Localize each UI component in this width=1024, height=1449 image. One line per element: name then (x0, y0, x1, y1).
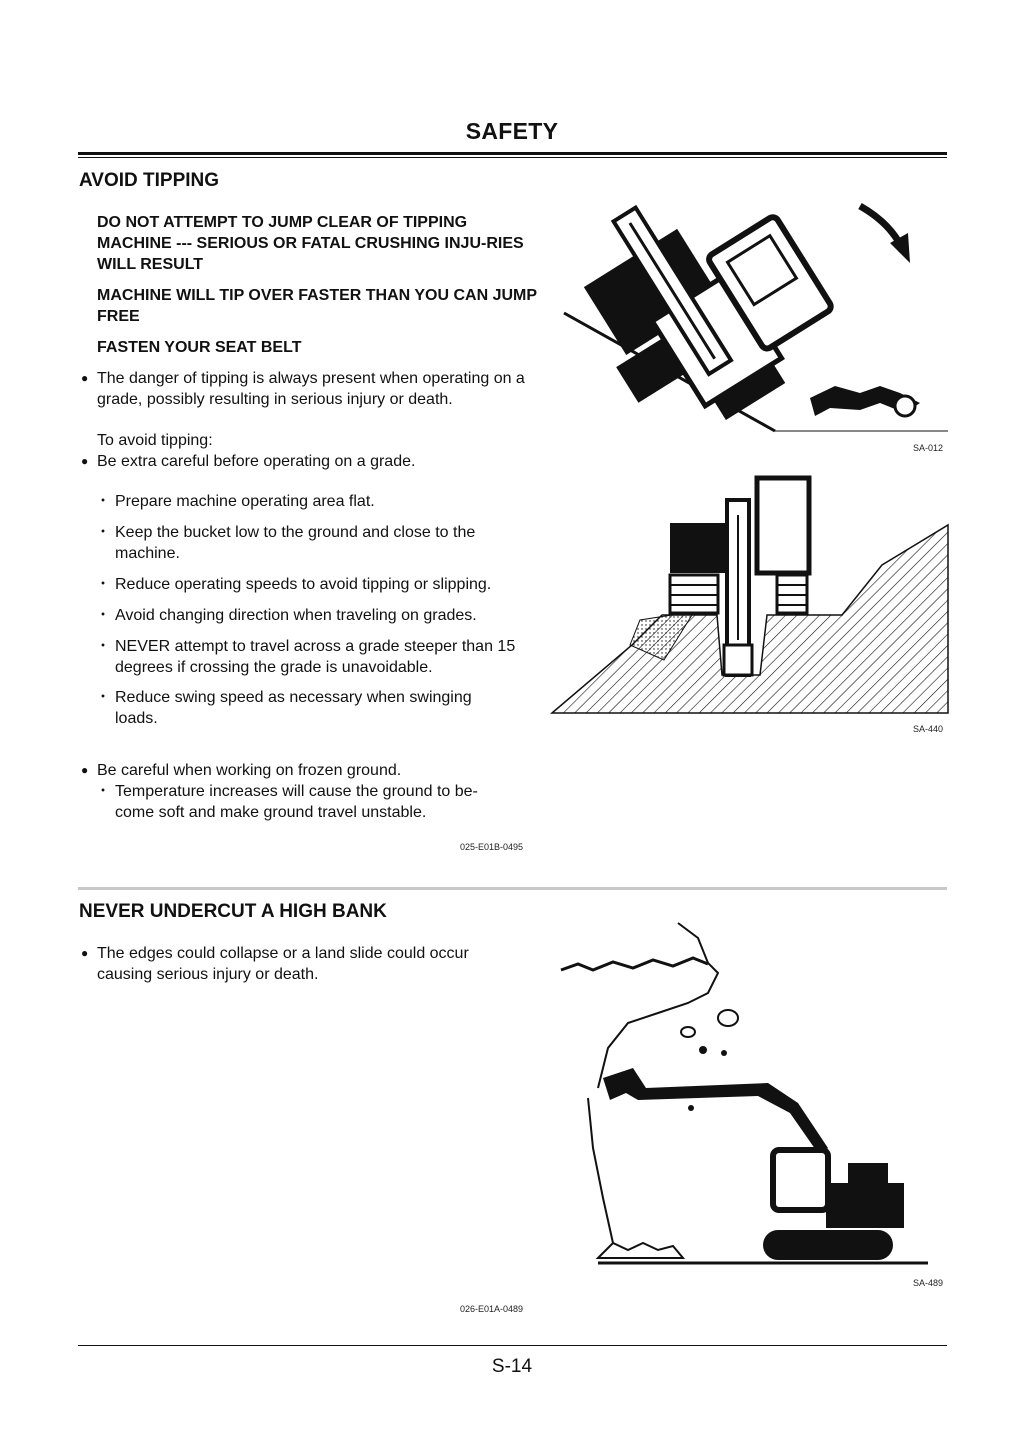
tipping-excavator-illustration (560, 188, 948, 433)
sub-bullet-icon: ・ (95, 607, 112, 624)
list-item: Keep the bucket low to the ground and close to the machine. (115, 524, 476, 562)
section-heading-avoid-tipping: AVOID TIPPING (79, 170, 220, 191)
list-item: Reduce swing speed as necessary when swinging loads. (115, 689, 472, 727)
warning-seat-belt: FASTEN YOUR SEAT BELT (97, 339, 302, 356)
list-item: Avoid changing direction when traveling on grades. (115, 607, 477, 624)
figure-code: SA-012 (913, 443, 944, 453)
header-rule (78, 152, 947, 155)
page-number: S-14 (491, 1356, 533, 1377)
paragraph-frozen-ground: Be careful when working on frozen ground. (97, 762, 402, 779)
list-item: NEVER attempt to travel across a grade steeper than 15 degrees if crossing the grade is unavoidable. (115, 638, 516, 676)
sub-bullet-icon: ・ (95, 493, 112, 510)
page-title: SAFETY (465, 118, 559, 144)
warning-tip-over: MACHINE WILL TIP OVER FASTER THAN YOU CAN JUMP FREE (97, 287, 537, 325)
list-item: Reduce operating speeds to avoid tipping or slipping. (115, 576, 492, 593)
bullet-icon: ● (81, 371, 89, 385)
intro-avoid-tipping: To avoid tipping: (97, 432, 213, 449)
section-divider (78, 887, 947, 890)
bullet-icon: ● (81, 946, 89, 960)
footer-rule (78, 1345, 947, 1346)
sub-bullet-icon: ・ (95, 689, 112, 706)
paragraph-bank-collapse: The edges could collapse or a land slide could occur causing serious injury or death. (97, 945, 469, 983)
list-item: Prepare machine operating area flat. (115, 493, 375, 510)
bullet-icon: ● (81, 763, 89, 777)
undercut-bank-illustration (558, 918, 948, 1268)
paragraph-extra-careful: Be extra careful before operating on a grade. (97, 453, 416, 470)
header-rule-thin (78, 157, 947, 158)
bullet-icon: ● (81, 454, 89, 468)
sub-bullet-icon: ・ (95, 638, 112, 655)
excavator-on-grade-illustration (552, 475, 948, 715)
sub-bullet-icon: ・ (95, 783, 112, 800)
section-code: 026-E01A-0489 (460, 1304, 524, 1314)
figure-code: SA-489 (913, 1278, 944, 1288)
figure-code: SA-440 (913, 724, 944, 734)
warning-jump-clear: DO NOT ATTEMPT TO JUMP CLEAR OF TIPPING MACHINE --- SERIOUS OR FATAL CRUSHING INJU-RIES WILL RESULT (97, 214, 524, 273)
paragraph-tipping-danger: The danger of tipping is always present when operating on a grade, possibly resulting in serious injury or death. (97, 370, 525, 408)
list-item: Temperature increases will cause the ground to be-come soft and make ground travel unstable. (115, 783, 478, 821)
section-heading-undercut-bank: NEVER UNDERCUT A HIGH BANK (79, 901, 387, 922)
section-code: 025-E01B-0495 (460, 842, 524, 852)
sub-bullet-icon: ・ (95, 576, 112, 593)
sub-bullet-icon: ・ (95, 524, 112, 541)
